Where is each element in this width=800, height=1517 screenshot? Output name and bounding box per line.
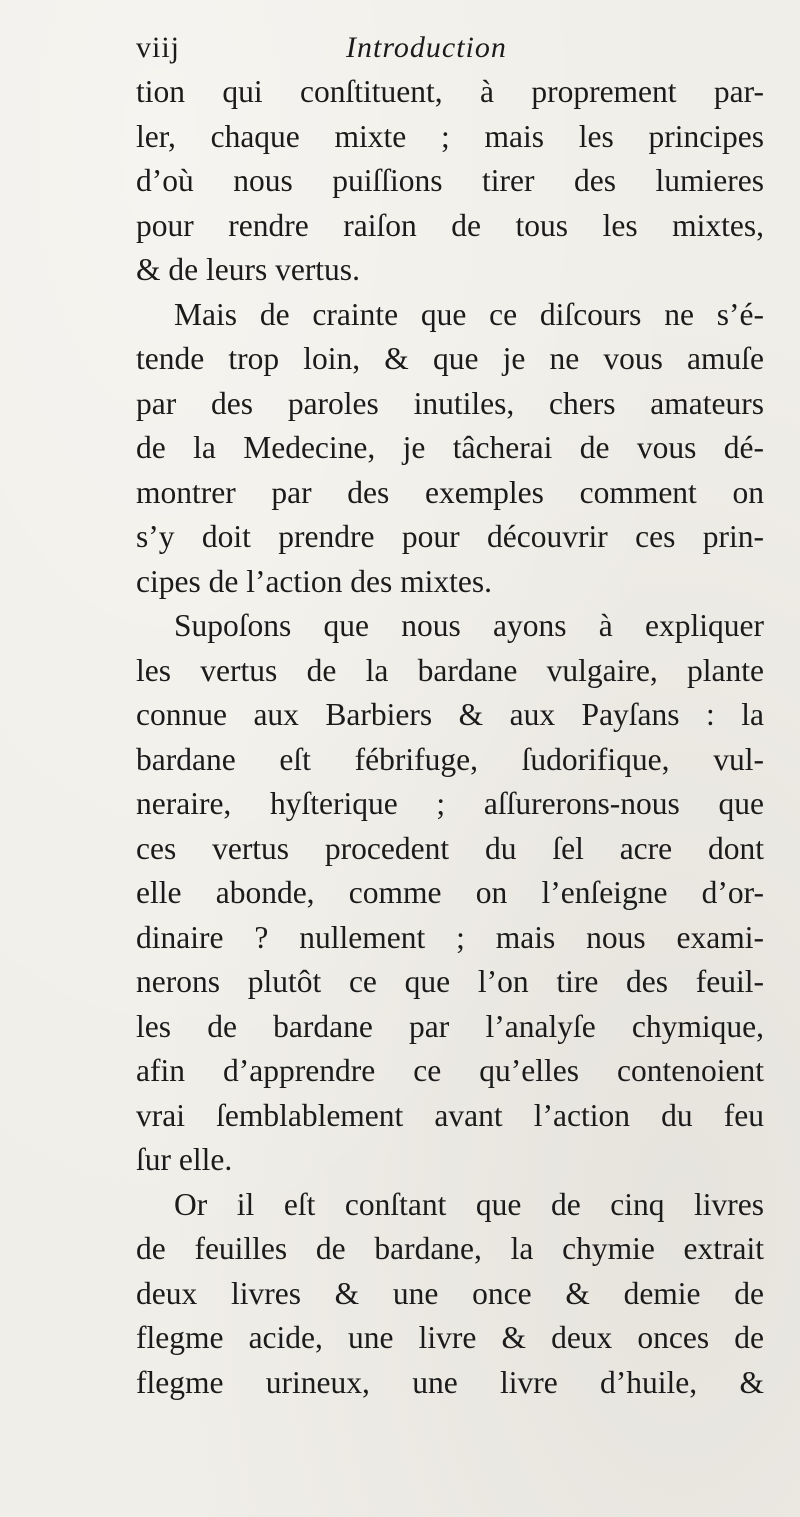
text-line: pour rendre raiſon de tous les mixtes,	[136, 207, 764, 243]
text-line: dinaire ? nullement ; mais nous exami-	[136, 919, 764, 955]
text-line: de la Medecine, je tâcherai de vous dé-	[136, 430, 764, 465]
text-line: nerons plutôt ce que l’on tire des feuil-	[136, 964, 764, 999]
text-line: les vertus de la bardane vulgaire, plante	[136, 652, 764, 688]
text-line: d’où nous puiſſions tirer des lumieres	[136, 163, 764, 198]
body-text	[136, 70, 764, 1405]
text-line: Mais de crainte que ce diſcours ne s’é-	[174, 296, 764, 332]
text-line: Or il eſt conſtant que de cinq livres	[174, 1186, 764, 1222]
text-line: de feuilles de bardane, la chymie extrait	[136, 1231, 764, 1266]
text-line: afin d’apprendre ce qu’elles contenoient	[136, 1053, 764, 1088]
text-line: vrai ſemblablement avant l’action du feu	[136, 1097, 764, 1133]
paragraph-2	[136, 293, 764, 605]
text-line: Supoſons que nous ayons à expliquer	[174, 608, 764, 643]
text-line: flegme acide, une livre & deux onces de	[136, 1320, 764, 1355]
text-line: flegme urineux, une livre d’huile, &	[136, 1364, 764, 1400]
text-line: ler, chaque mixte ; mais les principes	[136, 118, 764, 154]
text-line: elle abonde, comme on l’enſeigne d’or-	[136, 875, 764, 910]
text-line: ces vertus procedent du ſel acre dont	[136, 830, 764, 866]
text-line: par des paroles inutiles, chers amateurs	[136, 385, 764, 421]
text-line: connue aux Barbiers & aux Payſans : la	[136, 697, 764, 732]
text-line: deux livres & une once & demie de	[136, 1275, 764, 1311]
paragraph-3	[136, 604, 764, 1183]
text-line: les de bardane par l’analyſe chymique,	[136, 1008, 764, 1044]
paragraph-4	[136, 1183, 764, 1406]
text-line: cipes de l’action des mixtes.	[136, 563, 493, 599]
text-line: neraire, hyſterique ; aſſurerons-nous que	[136, 786, 764, 821]
text-line: & de leurs vertus.	[136, 252, 360, 287]
text-line: tende trop loin, & que je ne vous amuſe	[136, 341, 764, 376]
running-title: Introduction	[346, 31, 507, 64]
text-line: s’y doit prendre pour découvrir ces prin-	[136, 519, 764, 554]
page-number: viij	[136, 31, 181, 64]
text-line: ſur elle.	[136, 1142, 233, 1177]
page-header	[136, 26, 766, 70]
text-line: bardane eſt fébrifuge, ſudorifique, vul-	[136, 741, 764, 777]
paragraph-1	[136, 70, 764, 293]
text-line: montrer par des exemples comment on	[136, 474, 764, 510]
text-line: tion qui conſtituent, à proprement par-	[136, 74, 764, 109]
